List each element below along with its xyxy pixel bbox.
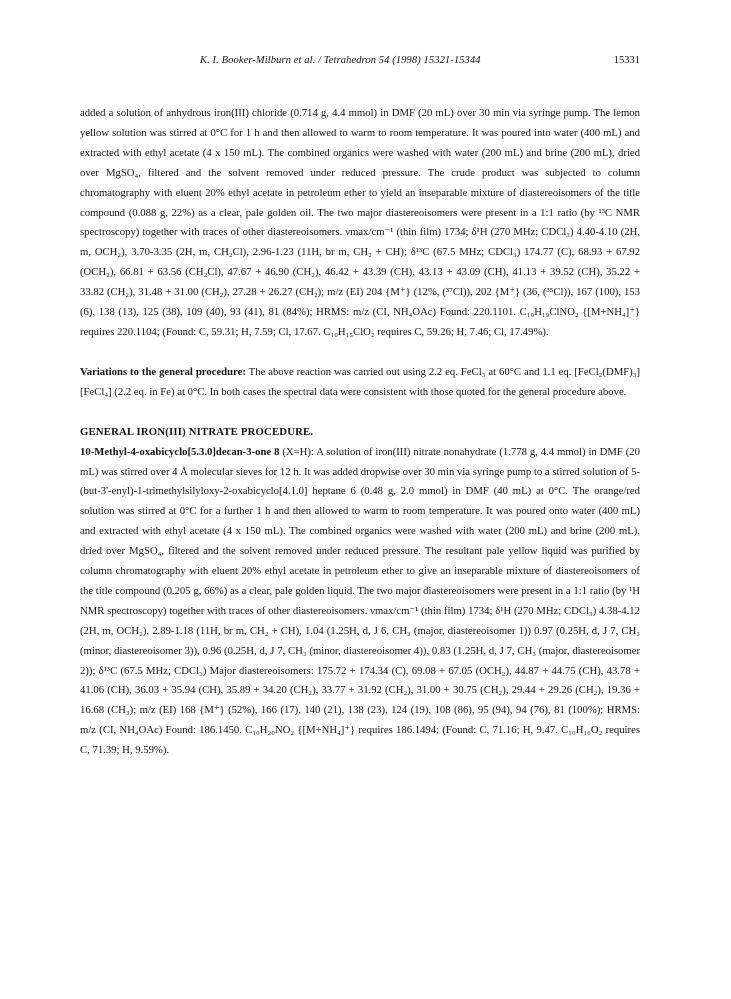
article-body bbox=[80, 104, 640, 761]
variations-lead: Variations to the general procedure: bbox=[80, 365, 246, 378]
paragraph-gap bbox=[80, 403, 640, 423]
section-heading: GENERAL IRON(III) NITRATE PROCEDURE. bbox=[80, 425, 314, 438]
variations-text: The above reaction was carried out using 2.2 eq. FeCl₃ at 60°C and 1.1 eq. [FeCl₂(DMF)₃][FeCl₄] (2.2 eq. in Fe) at 0°C. In both cases the spectral data were consistent with those quoted for the general procedure above. bbox=[80, 365, 640, 398]
compound-paragraph bbox=[80, 443, 640, 762]
variations-paragraph bbox=[80, 363, 640, 403]
compound-text: (X=H): A solution of iron(III) nitrate nonahydrate (1.778 g, 4.4 mmol) in DMF (20 mL) was stirred over 4 Å molecular sieves for 12 h. It was added dropwise over 30 min via syringe pump to a stirred solution of 5-(but-3'-enyl)-1-trimethylsilyloxy-2-oxabicyclo[4.1.0] heptane 6 (0.48 g, 2.0 mmol) in DMF (40 mL) at 0°C. The orange/red solution was stirred at 0°C for a further 1 h and then allowed to warm to room temperature. It was poured onto water (400 mL) and extracted with ethyl acetate (4 x 150 mL). The combined organics were washed with water (200 mL) and brine (200 mL), dried over MgSO₄, filtered and the solvent removed under reduced pressure. The resultant pale yellow liquid was purified by column chromatography with eluent 20% ethyl acetate in petroleum ether to give an inseparable mixture of diastereoisomers of the title compound (0.205 g, 66%) as a clear, pale golden liquid. The two major diastereoisomers were present in a 1:1 ratio (by ¹H NMR spectroscopy) together with traces of other diastereoisomers. νmax/cm⁻¹ (thin film) 1734; δ¹H (270 MHz; CDCl₃) 4.38-4.12 (2H, m, OCH₂), 2.89-1.18 (11H, br m, CH₂ + CH), 1.04 (1.25H, d, J 6, CH₃ (major, diastereoisomer 1)) 0.97 (0.25H, d, J 7, CH₃ (minor, diastereoisomer 3)), 0.96 (0.25H, d, J 7, CH₃ (minor, diastereoisomer 4)), 0.83 (1.25H, d, J 7, CH₃ (major, diastereoisomer 2)); δ¹³C (67.5 MHz; CDCl₃) Major diastereoisomers: 175.72 + 174.34 (C), 69.08 + 67.05 (OCH₂), 44.87 + 44.75 (CH), 43.78 + 41.06 (CH), 36.03 + 35.94 (CH), 35.89 + 34.20 (CH₂), 33.77 + 31.92 (CH₂), 31.00 + 30.75 (CH₂), 29.44 + 29.26 (CH₂), 19.36 + 16.68 (CH₃); m/z (EI) 168 {M⁺} (52%), 166 (17), 140 (21), 138 (23), 124 (19), 108 (86), 95 (94), 94 (76), 81 (100%); HRMS: m/z (CI, NH₄OAc) Found: 186.1450. C₁₀H₂₀NO₂ {[M+NH₄]⁺} requires 186.1494; (Found: C, 71.16; H, 9.47. C₁₀H₁₆O₂ requires C, 71.39; H, 9.59%). bbox=[80, 445, 640, 757]
running-header bbox=[80, 55, 640, 73]
page-number: 15331 bbox=[613, 55, 640, 66]
compound-name: 10-Methyl-4-oxabicyclo[5.3.0]decan-3-one 8 bbox=[80, 445, 280, 458]
procedure-paragraph: added a solution of anhydrous iron(III) chloride (0.714 g, 4.4 mmol) in DMF (20 mL) over 30 min via syringe pump. The lemon yellow solution was stirred at 0°C for 1 h and then allowed to warm to room temperature. It was poured into water (400 mL) and extracted with ethyl acetate (4 x 150 mL). The combined organics were washed with water (200 mL) and brine (200 mL), dried over MgSO₄, filtered and the solvent removed under reduced pressure. The crude product was subjected to column chromatography with eluent 20% ethyl acetate in petroleum ether to yield an inseparable mixture of diastereoisomers of the title compound (0.088 g, 22%) as a clear, pale golden oil. The two major diastereoisomers were present in a 1:1 ratio (by ¹³C NMR spectroscopy) together with traces of other diastereoisomers. νmax/cm⁻¹ (thin film) 1734; δ¹H (270 MHz; CDCl₃) 4.40-4.10 (2H, m, OCH₂), 3.70-3.35 (2H, m, CH₂Cl), 2.96-1.23 (11H, br m, CH₂ + CH); δ¹³C (67.5 MHz; CDCl₃) 174.77 (C), 68.93 + 67.92 (OCH₂), 66.81 + 63.56 (CH₂Cl), 47.67 + 46.90 (CH₂), 46.42 + 43.39 (CH), 43.13 + 43.09 (CH), 41.13 + 39.52 (CH), 35.22 + 33.82 (CH₂), 31.48 + 31.00 (CH₂), 27.28 + 26.27 (CH₂); m/z (EI) 204 {M⁺} (12%, (³⁷Cl)), 202 {M⁺} (36, (³⁵Cl)), 167 (100), 153 (6), 138 (13), 125 (38), 109 (40), 93 (41), 81 (84%); HRMS: m/z (CI, NH₄OAc) Found: 220.1101. C₁₀H₁₉ClNO₂ {[M+NH₄]⁺} requires 220.1104; (Found: C, 59.31; H, 7.59; Cl, 17.67. C₁₀H₁₅ClO₂ requires C, 59.26; H, 7.46; Cl, 17.49%). bbox=[80, 107, 640, 338]
running-title: K. I. Booker-Milburn et al. / Tetrahedron 54 (1998) 15321-15344 bbox=[200, 55, 481, 66]
paragraph-gap bbox=[80, 343, 640, 363]
